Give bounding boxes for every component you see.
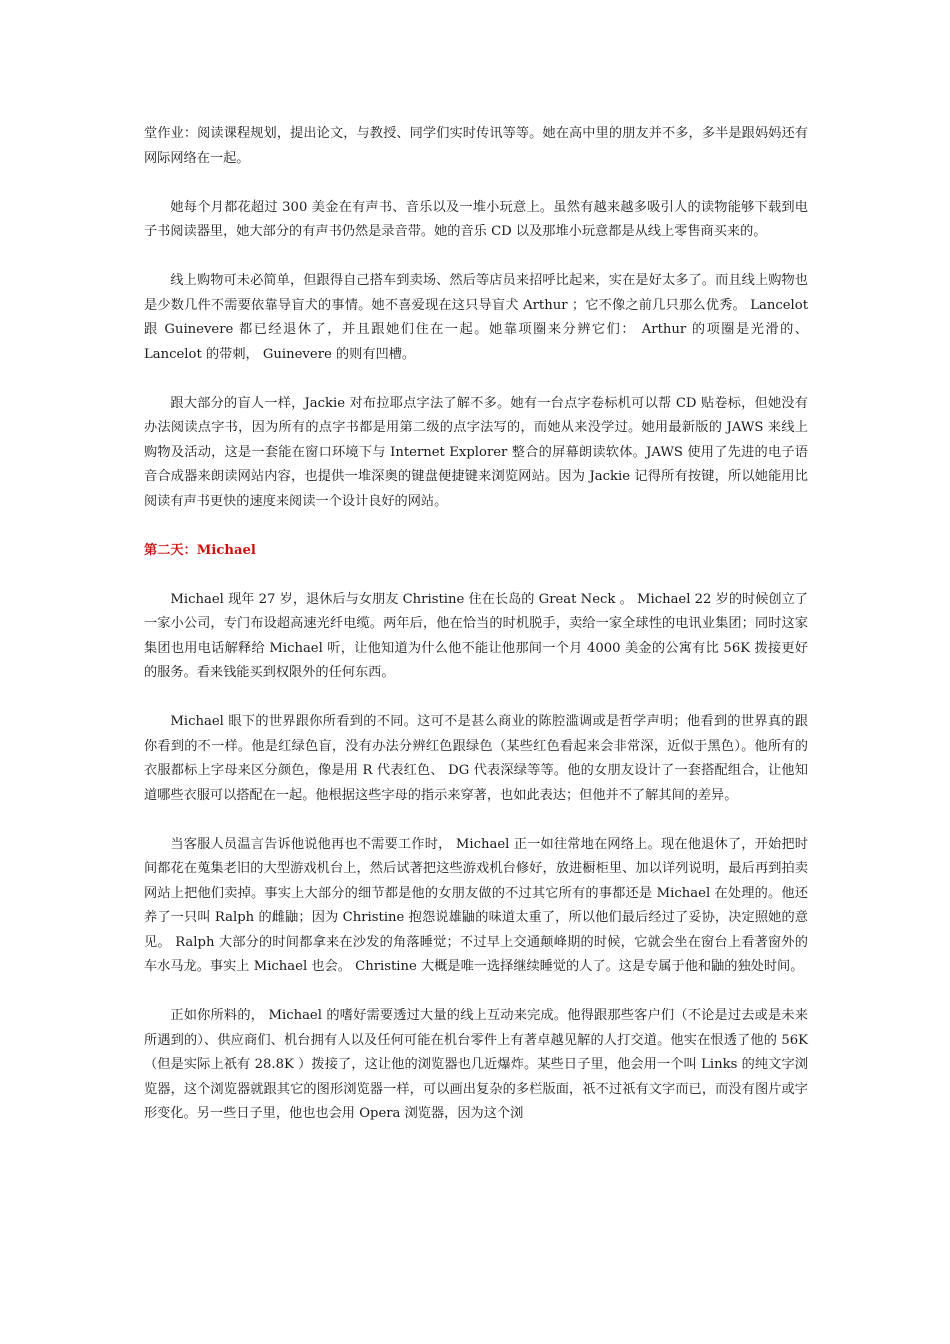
paragraph: 正如你所料的， Michael 的嗜好需要透过大量的线上互动来完成。他得跟那些客户们（不论是过去或是未来所遇到的）、供应商们、机台拥有人以及任何可能在机台零件上有著卓越见解的人打交道。他实在恨透了他的 56K （但是实际上祇有 28.8K ）拨接了，这让他的浏览器也几近爆炸。某些日子里，他会用一个叫 Links 的纯文字浏览器，这个浏览器就跟其它的图形浏览器一样，可以画出复杂的多栏版面，祇不过祇有文字而已，而没有图片或字形变化。另一些日子里，他也也会用 Opera 浏览器，因为这个浏: [144, 1008, 808, 1121]
section-heading: 第二天：Michael: [144, 542, 256, 558]
paragraph: 堂作业：阅读课程规划，提出论文，与教授、同学们实时传讯等等。她在高中里的朋友并不多，多半是跟妈妈还有网际网络在一起。: [144, 126, 808, 166]
paragraph: 当客服人员温言告诉他说他再也不需要工作时， Michael 正一如往常地在网络上。现在他退休了，开始把时间都花在蒐集老旧的大型游戏机台上，然后试著把这些游戏机台修好，放进橱柜里、加以详列说明，最后再到拍卖网站上把他们卖掉。事实上大部分的细节都是他的女朋友做的不过其它所有的事都还是 Michael 在处理的。他还养了一只叫 Ralph 的雌鼬；因为 Christine 抱怨说雄鼬的味道太重了，所以他们最后经过了妥协，决定照她的意见。 Ralph 大部分的时间都拿来在沙发的角落睡觉；不过早上交通颠峰期的时候，它就会坐在窗台上看著窗外的车水马龙。事实上 Michael 也会。 Christine 大概是唯一选择继续睡觉的人了。这是专属于他和鼬的独处时间。: [144, 836, 808, 974]
paragraph: Michael 眼下的世界跟你所看到的不同。这可不是甚么商业的陈腔滥调或是哲学声明；他看到的世界真的跟你看到的不一样。他是红绿色盲，没有办法分辨红色跟绿色（某些红色看起来会非常深，近似于黑色）。他所有的衣服都标上字母来区分颜色，像是用 R 代表红色、 DG 代表深绿等等。他的女朋友设计了一套搭配组合，让他知道哪些衣服可以搭配在一起。他根据这些字母的指示来穿著，也如此表达；但他并不了解其间的差异。: [144, 714, 808, 803]
paragraph: Michael 现年 27 岁，退休后与女朋友 Christine 住在长岛的 Great Neck 。 Michael 22 岁的时候创立了一家小公司，专门布设超高速光纤电缆。两年后，他在恰当的时机脱手，卖给一家全球性的电讯业集团；同时这家集团也用电话解释给 Michael 听，让他知道为什么他不能让他那间一个月 4000 美金的公寓有比 56K 拨接更好的服务。看来钱能买到权限外的任何东西。: [144, 591, 808, 680]
document-page: [144, 122, 808, 1151]
paragraph: 她每个月都花超过 300 美金在有声书、音乐以及一堆小玩意上。虽然有越来越多吸引人的读物能够下载到电子书阅读器里，她大部分的有声书仍然是录音带。她的音乐 CD 以及那堆小玩意都是从线上零售商买来的。: [144, 199, 808, 239]
paragraph: 跟大部分的盲人一样，Jackie 对布拉耶点字法了解不多。她有一台点字卷标机可以帮 CD 贴卷标，但她没有办法阅读点字书，因为所有的点字书都是用第二级的点字法写的，而她从来没学过。她用最新版的 JAWS 来线上购物及活动，这是一套能在窗口环境下与 Internet Explorer 整合的屏幕朗读软体。JAWS 使用了先进的电子语音合成器来朗读网站内容，也提供一堆深奥的键盘便捷键来浏览网站。因为 Jackie 记得所有按键，所以她能用比阅读有声书更快的速度来阅读一个设计良好的网站。: [144, 395, 808, 509]
paragraph: 线上购物可未必简单，但跟得自己搭车到卖场、然后等店员来招呼比起来，实在是好太多了。而且线上购物也是少数几件不需要依靠导盲犬的事情。她不喜爱现在这只导盲犬 Arthur ；它不像之前几只那么优秀。 Lancelot 跟 Guinevere 都已经退休了，并且跟她们住在一起。她靠项圈来分辨它们： Arthur 的项圈是光滑的、 Lancelot 的带刺， Guinevere 的则有凹槽。: [144, 273, 808, 362]
